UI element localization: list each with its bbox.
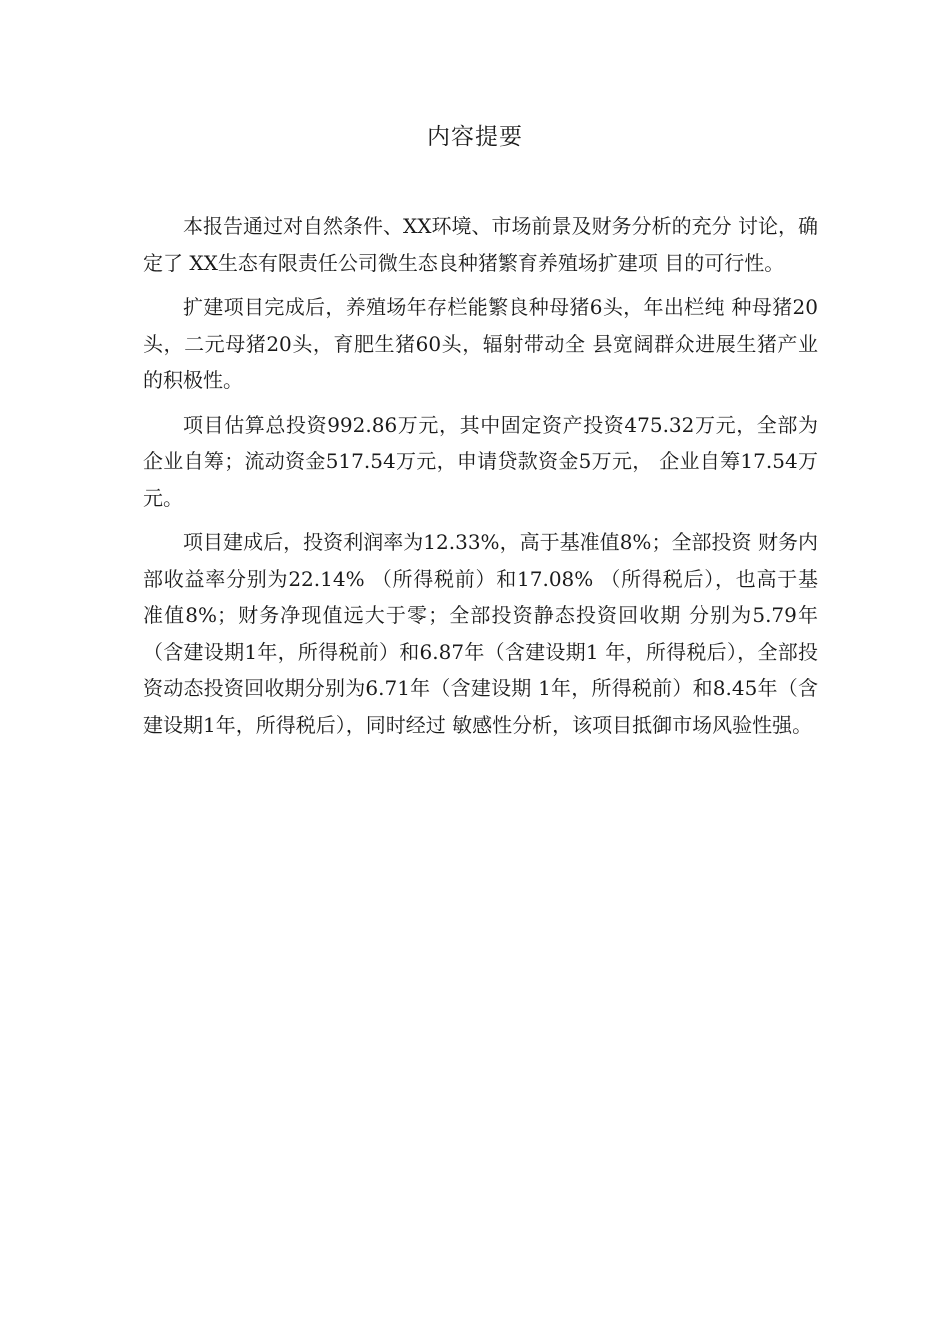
paragraph-feasibility: 本报告通过对自然条件、XX环境、市场前景及财务分析的充分 讨论，确定了 XX生态有限责任公司微生态良种猪繁育养殖场扩建项 目的可行性。 <box>143 214 818 275</box>
summary-body <box>143 208 818 751</box>
paragraph-capacity: 扩建项目完成后，养殖场年存栏能繁良种母猪6头，年出栏纯 种母猪20头，二元母猪20头，育肥生猪60头，辐射带动全 县宽阔群众进展生猪产业的积极性。 <box>143 295 818 392</box>
paragraph-investment: 项目估算总投资992.86万元，其中固定资产投资475.32万元，全部为企业自筹；流动资金517.54万元，申请贷款资金5万元， 企业自筹17.54万元。 <box>143 412 818 510</box>
paragraph-financial-analysis: 项目建成后，投资利润率为12.33%，高于基准值8%；全部投资 财务内部收益率分别为22.14% （所得税前）和17.08% （所得税后），也高于基准值8%；财务净现值远大于零；全部投资静态投资回收期 分别为5.79年（含建设期1年，所得税前）和6.87年（含建设期1 年，所得税后），全部投资动态投资回收期分别为6.71年（含建设期 1年，所得税前）和8.45年（含建设期1年，所得税后），同时经过 敏感性分析，该项目抵御市场风验性强。 <box>143 530 818 737</box>
page-title: 内容提要 <box>427 124 523 150</box>
